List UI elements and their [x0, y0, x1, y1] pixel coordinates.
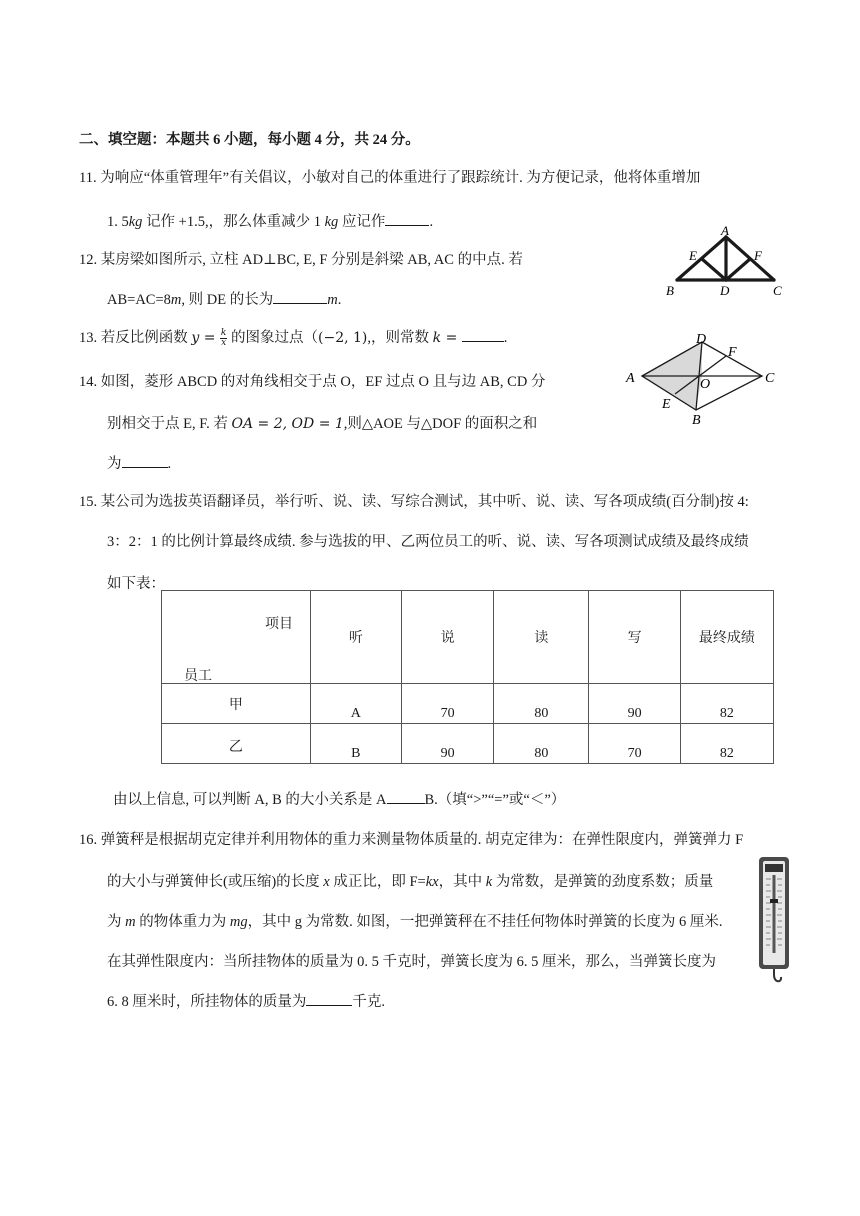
- label-c: C: [773, 283, 782, 298]
- cell-speak: 90: [401, 724, 493, 764]
- label-d: D: [720, 283, 730, 298]
- q11-value: 1. 5: [107, 214, 129, 230]
- q13-frac-num: k: [220, 328, 227, 339]
- q11-line1: 11. 为响应“体重管理年”有关倡议，小敏对自己的体重进行了跟踪统计. 为方便记录，他将体重增加: [79, 170, 701, 186]
- label-a: A: [626, 371, 635, 386]
- q13-after-point: ,，则常数: [367, 330, 433, 346]
- label-b: B: [692, 413, 701, 426]
- scale-pointer: [770, 899, 778, 903]
- cell-listen: B: [310, 724, 401, 764]
- header-listen: 听: [310, 591, 401, 684]
- row-name: 乙: [162, 724, 311, 764]
- q13-k-eq: k =: [432, 330, 462, 346]
- q13-frac-den: x: [221, 338, 227, 349]
- score-table: [161, 590, 774, 764]
- q12-line2: [107, 288, 341, 309]
- q12-unit2: m: [327, 292, 338, 308]
- q11-end: .: [429, 214, 434, 230]
- section-heading: 二、填空题：本题共 6 小题，每小题 4 分，共 24 分。: [79, 132, 420, 148]
- cell-final: 82: [680, 684, 773, 724]
- row-name: 甲: [162, 684, 311, 724]
- q16-text9: 千克.: [352, 994, 385, 1010]
- q12-line1: 12. 某房梁如图所示, 立柱 AD⊥BC, E, F 分别是斜梁 AB, AC 的中点. 若: [79, 252, 523, 268]
- q13-func: y =: [191, 330, 220, 346]
- label-c: C: [765, 371, 775, 386]
- label-f: F: [728, 345, 737, 360]
- q13-point: (−2, 1): [318, 330, 368, 346]
- cell-write: 70: [589, 724, 680, 764]
- q16-var-m: m: [125, 914, 136, 930]
- cell-read: 80: [494, 724, 589, 764]
- q14-text2: ,则△AOE 与△DOF 的面积之和: [343, 416, 538, 432]
- q15-line2: 3：2：1 的比例计算最终成绩. 参与选拔的甲、乙两位员工的听、说、读、写各项测试成绩及最终成绩: [107, 534, 749, 550]
- q11-unit: kg: [128, 214, 143, 230]
- q16-text4: 为常数，是弹簧的劲度系数；质量: [492, 874, 714, 890]
- q16-text2: 成正比，即 F=: [329, 874, 426, 890]
- q16-line3: [107, 910, 722, 931]
- q13-answer-blank[interactable]: [462, 327, 504, 342]
- q15-after-text2: B.（填“>”“=”或“＜”）: [424, 792, 566, 808]
- q16-text6: 的物体重力为: [135, 914, 230, 930]
- label-a: A: [721, 223, 729, 238]
- q11-unit2: kg: [324, 214, 339, 230]
- q14-text: 别相交于点 E, F. 若: [107, 416, 232, 432]
- q16-line1: 16. 弹簧秤是根据胡克定律并利用物体的重力来测量物体质量的. 胡克定律为：在弹性限度内，弹簧弹力 F: [79, 832, 744, 848]
- q16-text3: ，其中: [438, 874, 486, 890]
- truss-figure: [660, 222, 790, 304]
- q11-answer-blank[interactable]: [385, 211, 429, 226]
- truss-brace-fd: [726, 259, 750, 280]
- q16-text7: ，其中 g 为常数. 如图，一把弹簧秤在不挂任何物体时弹簧的长度为 6 厘米.: [247, 914, 723, 930]
- table-header-row: [162, 591, 774, 684]
- q16-text8: 6. 8 厘米时，所挂物体的质量为: [107, 994, 307, 1010]
- header-speak: 说: [401, 591, 493, 684]
- header-final: 最终成绩: [680, 591, 773, 684]
- q16-line4: 在其弹性限度内：当所挂物体的质量为 0. 5 千克时，弹簧长度为 6. 5 厘米，那么，当弹簧长度为: [107, 954, 716, 970]
- q15-after-text: 由以上信息, 可以判断 A, B 的大小关系是 A: [113, 792, 387, 808]
- q14-line3: [107, 452, 171, 473]
- q12-text2: , 则 DE 的长为: [181, 292, 274, 308]
- q16-var-kx: kx: [425, 874, 439, 890]
- q11-text: 记作 +1.5,，那么体重减少 1: [142, 214, 325, 230]
- label-d: D: [696, 332, 707, 347]
- label-o: O: [700, 377, 711, 392]
- scale-rod: [773, 875, 776, 953]
- q15-line3: 如下表：: [107, 576, 165, 592]
- q14-answer-blank[interactable]: [122, 453, 168, 468]
- q13-prefix: 13. 若反比例函数: [79, 330, 192, 346]
- q15-after-line: [113, 788, 565, 809]
- scale-label-plate: [765, 864, 783, 872]
- cell-write: 90: [589, 684, 680, 724]
- q14-end: .: [167, 456, 172, 472]
- label-e: E: [689, 248, 697, 263]
- q16-var-k: k: [485, 874, 493, 890]
- header-read: 读: [494, 591, 589, 684]
- q12-unit: m: [170, 292, 182, 308]
- table-row: [162, 684, 774, 724]
- table-corner-cell: [162, 591, 311, 684]
- truss-brace-ed: [702, 259, 726, 280]
- q13-middle: 的图象过点（: [227, 330, 319, 346]
- q13-end: .: [503, 330, 508, 346]
- table-row: [162, 724, 774, 764]
- rhombus-figure: [620, 330, 780, 426]
- q14-line2: [107, 412, 537, 433]
- label-b: B: [666, 283, 674, 298]
- q16-text5: 为: [107, 914, 126, 930]
- q12-answer-blank[interactable]: [273, 289, 327, 304]
- label-f: F: [754, 248, 762, 263]
- q14-line1: 14. 如图，菱形 ABCD 的对角线相交于点 O，EF 过点 O 且与边 AB, CD 分: [79, 374, 546, 390]
- q16-text: 的大小与弹簧伸长(或压缩)的长度: [107, 874, 324, 890]
- q16-var-x: x: [323, 874, 330, 890]
- q12-text: AB=AC=8: [107, 292, 171, 308]
- q11-text2: 应记作: [338, 214, 386, 230]
- q16-answer-blank[interactable]: [306, 991, 352, 1006]
- cell-final: 82: [680, 724, 773, 764]
- q15-answer-blank[interactable]: [387, 789, 425, 804]
- q15-line1: 15. 某公司为选拔英语翻译员，举行听、说、读、写综合测试，其中听、说、读、写各项成绩(百分制)按 4:: [79, 494, 749, 510]
- corner-top-label: 项目: [265, 617, 293, 632]
- q13-line: [79, 326, 507, 348]
- q16-line5: [107, 990, 385, 1011]
- q14-text3: 为: [107, 456, 122, 472]
- q11-line2: [107, 210, 433, 231]
- cell-speak: 70: [401, 684, 493, 724]
- label-e: E: [662, 397, 671, 412]
- header-write: 写: [589, 591, 680, 684]
- cell-read: 80: [494, 684, 589, 724]
- q12-end: .: [337, 292, 342, 308]
- corner-bottom-label: 员工: [184, 669, 212, 684]
- spring-scale-figure: [757, 855, 793, 987]
- q16-line2: [107, 870, 713, 891]
- q14-condition: OA = 2, OD = 1: [231, 416, 344, 432]
- cell-listen: A: [310, 684, 401, 724]
- q16-var-mg: mg: [229, 914, 248, 930]
- scale-hook: [774, 975, 781, 981]
